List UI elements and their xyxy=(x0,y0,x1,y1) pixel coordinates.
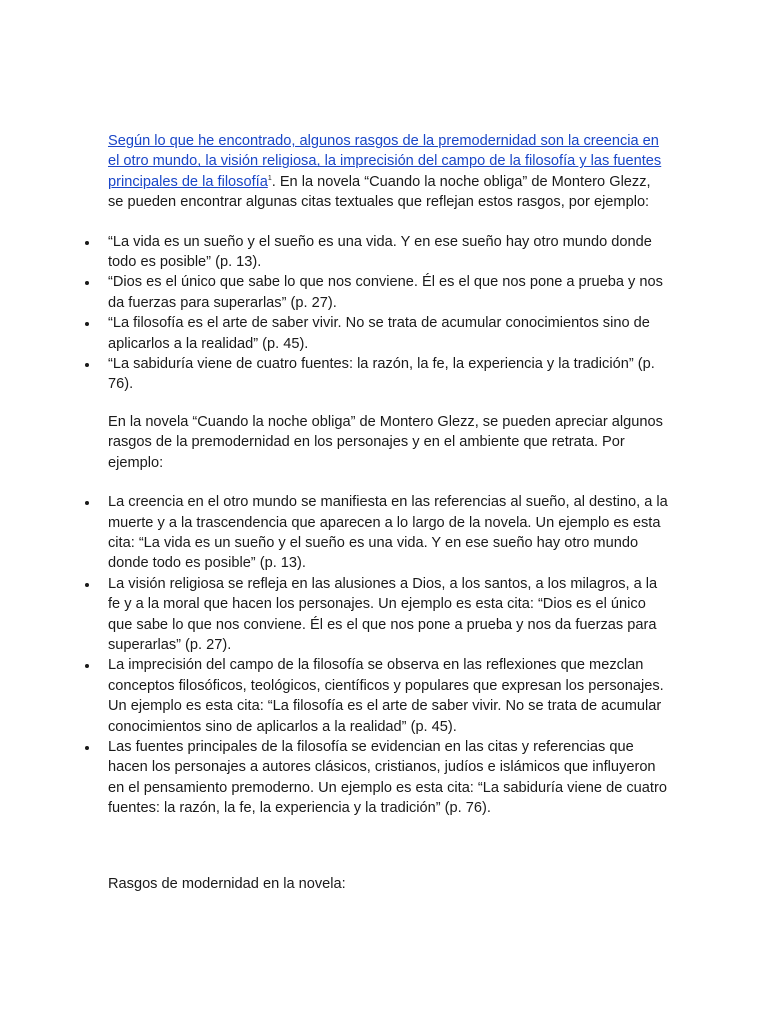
section-heading: Rasgos de modernidad en la novela: xyxy=(108,875,346,892)
list-item-text: “Dios es el único que sabe lo que nos conviene. Él es el que nos pone a prueba y nos da fuerzas para superarlas” (p. 27). xyxy=(108,274,663,311)
list-item xyxy=(108,354,668,395)
intro-paragraph-text: . En la novela “Cuando la noche obliga” de Montero Glezz, se pueden encontrar algunas citas textuales que reflejan estos rasgos, por ejemplo: xyxy=(108,173,651,211)
list-item-text: Las fuentes principales de la filosofía se evidencian en las citas y referencias que hacen los personajes a autores clásicos, cristianos, judíos e islámicos que influyeron en el pensamiento premoderno. Un ejemplo es esta cita: “La sabiduría viene de cuatro fuentes: la razón, la fe, la experiencia y la tradición” (p. 76). xyxy=(108,738,667,817)
bullet-icon xyxy=(85,281,89,285)
bullet-icon xyxy=(85,664,89,668)
list-item xyxy=(108,232,668,273)
list-item xyxy=(108,574,668,656)
bullet-icon xyxy=(85,363,89,367)
bullet-icon xyxy=(85,501,89,505)
list-item xyxy=(108,313,668,354)
footnote-reference[interactable]: 1 xyxy=(267,174,272,182)
bullet-icon xyxy=(85,241,89,245)
list-item-text: “La vida es un sueño y el sueño es una vida. Y en ese sueño hay otro mundo donde todo es posible” (p. 13). xyxy=(108,233,652,271)
document-body xyxy=(108,131,668,894)
list-item-text: “La sabiduría viene de cuatro fuentes: la razón, la fe, la experiencia y la tradición” (p. 76). xyxy=(108,356,655,393)
bullet-icon xyxy=(85,746,89,750)
list-item-text: La creencia en el otro mundo se manifiesta en las referencias al sueño, al destino, a la muerte y a la trascendencia que aparecen a lo largo de la novela. Un ejemplo es esta cita: “La vida es un sueño y el sueño es una vida. Y en ese sueño hay otro mundo donde todo es posible” (p. 13). xyxy=(108,494,668,572)
quote-list xyxy=(108,232,668,395)
intro-paragraph xyxy=(108,131,668,213)
list-item xyxy=(108,272,668,313)
list-item xyxy=(108,737,668,819)
premodernity-source-link[interactable]: Según lo que he encontrado, algunos rasgos de la premodernidad son la creencia en el otro mundo, la visión religiosa, la imprecisión del campo de la filosofía y las fuentes principales de la filosofía xyxy=(108,133,662,190)
bullet-icon xyxy=(85,583,89,587)
list-item xyxy=(108,655,668,737)
list-item-text: La imprecisión del campo de la filosofía se observa en las reflexiones que mezclan conceptos filosóficos, teológicos, científicos y populares que expresan los personajes. Un ejemplo es esta cita: “La filosofía es el arte de saber vivir. No se trata de acumular conocimientos sino de aplicarlos a la realidad” (p. 45). xyxy=(108,657,664,735)
bullet-icon xyxy=(85,322,89,326)
list-item-text: “La filosofía es el arte de saber vivir. No se trata de acumular conocimientos sino de aplicarlos a la realidad” (p. 45). xyxy=(108,315,650,352)
example-list xyxy=(108,492,668,819)
second-paragraph: En la novela “Cuando la noche obliga” de Montero Glezz, se pueden apreciar algunos rasgos de la premodernidad en los personajes y en el ambiente que retrata. Por ejemplo: xyxy=(108,413,663,471)
list-item xyxy=(108,492,668,574)
list-item-text: La visión religiosa se refleja en las alusiones a Dios, a los santos, a los milagros, a la fe y a la moral que hacen los personajes. Un ejemplo es esta cita: “Dios es el único que sabe lo que nos conviene. Él es el que nos pone a prueba y nos da fuerzas para superarlas” (p. 27). xyxy=(108,575,658,653)
